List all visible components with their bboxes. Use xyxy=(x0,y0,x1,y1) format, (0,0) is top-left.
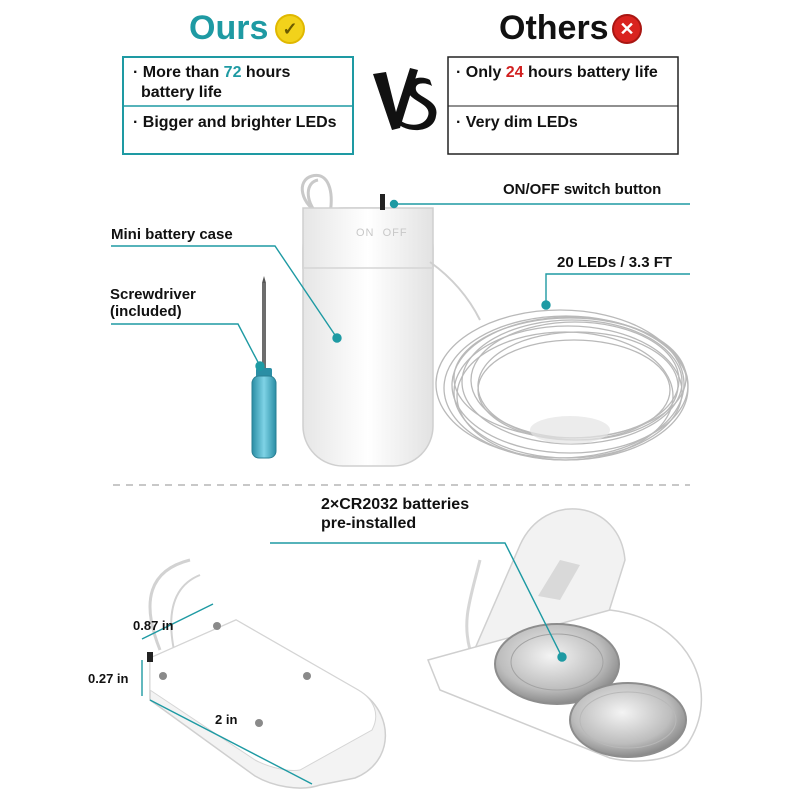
screwdriver-callout: Screwdriver xyxy=(110,286,196,303)
open-case-illustration xyxy=(428,509,701,761)
screwdriver-callout-sub: (included) xyxy=(110,303,182,320)
check-icon: ✓ xyxy=(275,14,305,44)
height-dimension-label: 0.87 in xyxy=(133,618,174,633)
switch-knob xyxy=(380,194,385,210)
vs-logo xyxy=(373,68,436,130)
others-led-line: · Very dim LEDs xyxy=(456,114,578,131)
leds-callout: 20 LEDs / 3.3 FT xyxy=(557,254,673,271)
ours-battery-line-2: battery life xyxy=(141,84,222,101)
case-dimensions-illustration xyxy=(147,560,385,788)
length-dimension-label: 2 in xyxy=(215,712,238,727)
thickness-dimension-label: 0.27 in xyxy=(88,671,129,686)
others-hours-highlight: 24 xyxy=(505,64,524,81)
batteries-callout: 2×CR2032 batteries xyxy=(321,496,470,513)
others-battery-line: · Only 24 hours battery life xyxy=(456,64,658,81)
case-switch-text: ON OFF xyxy=(356,227,408,239)
battery-case-callout: Mini battery case xyxy=(111,226,233,243)
others-title: Others xyxy=(499,9,609,47)
switch-callout: ON/OFF switch button xyxy=(503,181,662,198)
ours-hours-highlight: 72 xyxy=(223,64,242,81)
ours-led-line: · Bigger and brighter LEDs xyxy=(133,114,337,131)
coin-battery-2 xyxy=(570,683,686,757)
ours-battery-line: · More than 72 hours xyxy=(133,64,291,81)
batteries-callout-sub: pre-installed xyxy=(321,515,417,532)
cross-icon: ✕ xyxy=(612,14,642,44)
ours-title: Ours xyxy=(189,9,269,47)
